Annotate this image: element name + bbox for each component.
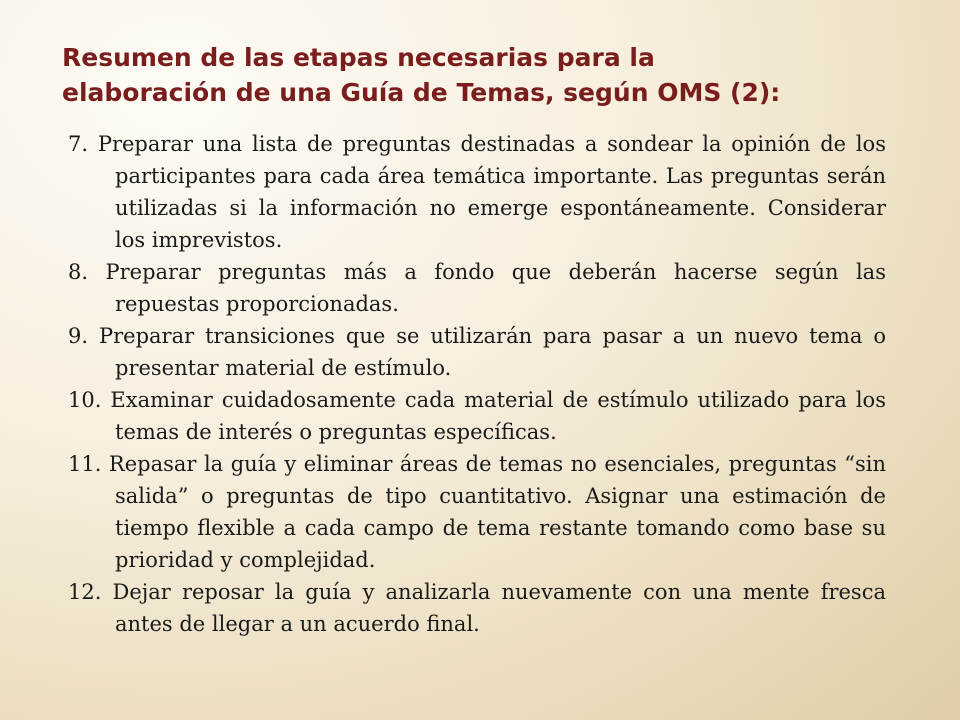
step-number: 7. <box>68 132 89 156</box>
step-item-10 <box>68 384 886 448</box>
step-item-9 <box>68 320 886 384</box>
step-text: Preparar una lista de preguntas destinadas a sondear la opinión de los participantes para cada área temática importante. Las preguntas serán utilizadas si la información no emerge espontáneamente. Considerar los imprevistos. <box>97 132 886 252</box>
step-text: Preparar preguntas más a fondo que deberán hacerse según las repuestas proporcionadas. <box>105 260 886 316</box>
step-text: Examinar cuidadosamente cada material de estímulo utilizado para los temas de interés o preguntas específicas. <box>110 388 886 444</box>
step-number: 11. <box>68 452 102 476</box>
step-number: 12. <box>68 580 102 604</box>
step-item-12 <box>68 576 886 640</box>
step-text: Preparar transiciones que se utilizarán para pasar a un nuevo tema o presentar material de estímulo. <box>98 324 886 380</box>
slide-title-line-2: elaboración de una Guía de Temas, según OMS (2): <box>62 78 781 107</box>
slide-title <box>62 40 922 110</box>
step-text: Dejar reposar la guía y analizarla nuevamente con una mente fresca antes de llegar a un acuerdo final. <box>112 580 886 636</box>
slide-title-line-1: Resumen de las etapas necesarias para la <box>62 43 655 72</box>
step-number: 10. <box>68 388 102 412</box>
step-item-7 <box>68 128 886 256</box>
step-number: 9. <box>68 324 89 348</box>
step-number: 8. <box>68 260 89 284</box>
step-item-8 <box>68 256 886 320</box>
step-item-11 <box>68 448 886 576</box>
step-text: Repasar la guía y eliminar áreas de temas no esenciales, preguntas “sin salida” o preguntas de tipo cuantitativo. Asignar una estimación de tiempo flexible a cada campo de tema restante tomando como base su prioridad y complejidad. <box>108 452 886 572</box>
steps-list <box>68 128 886 640</box>
